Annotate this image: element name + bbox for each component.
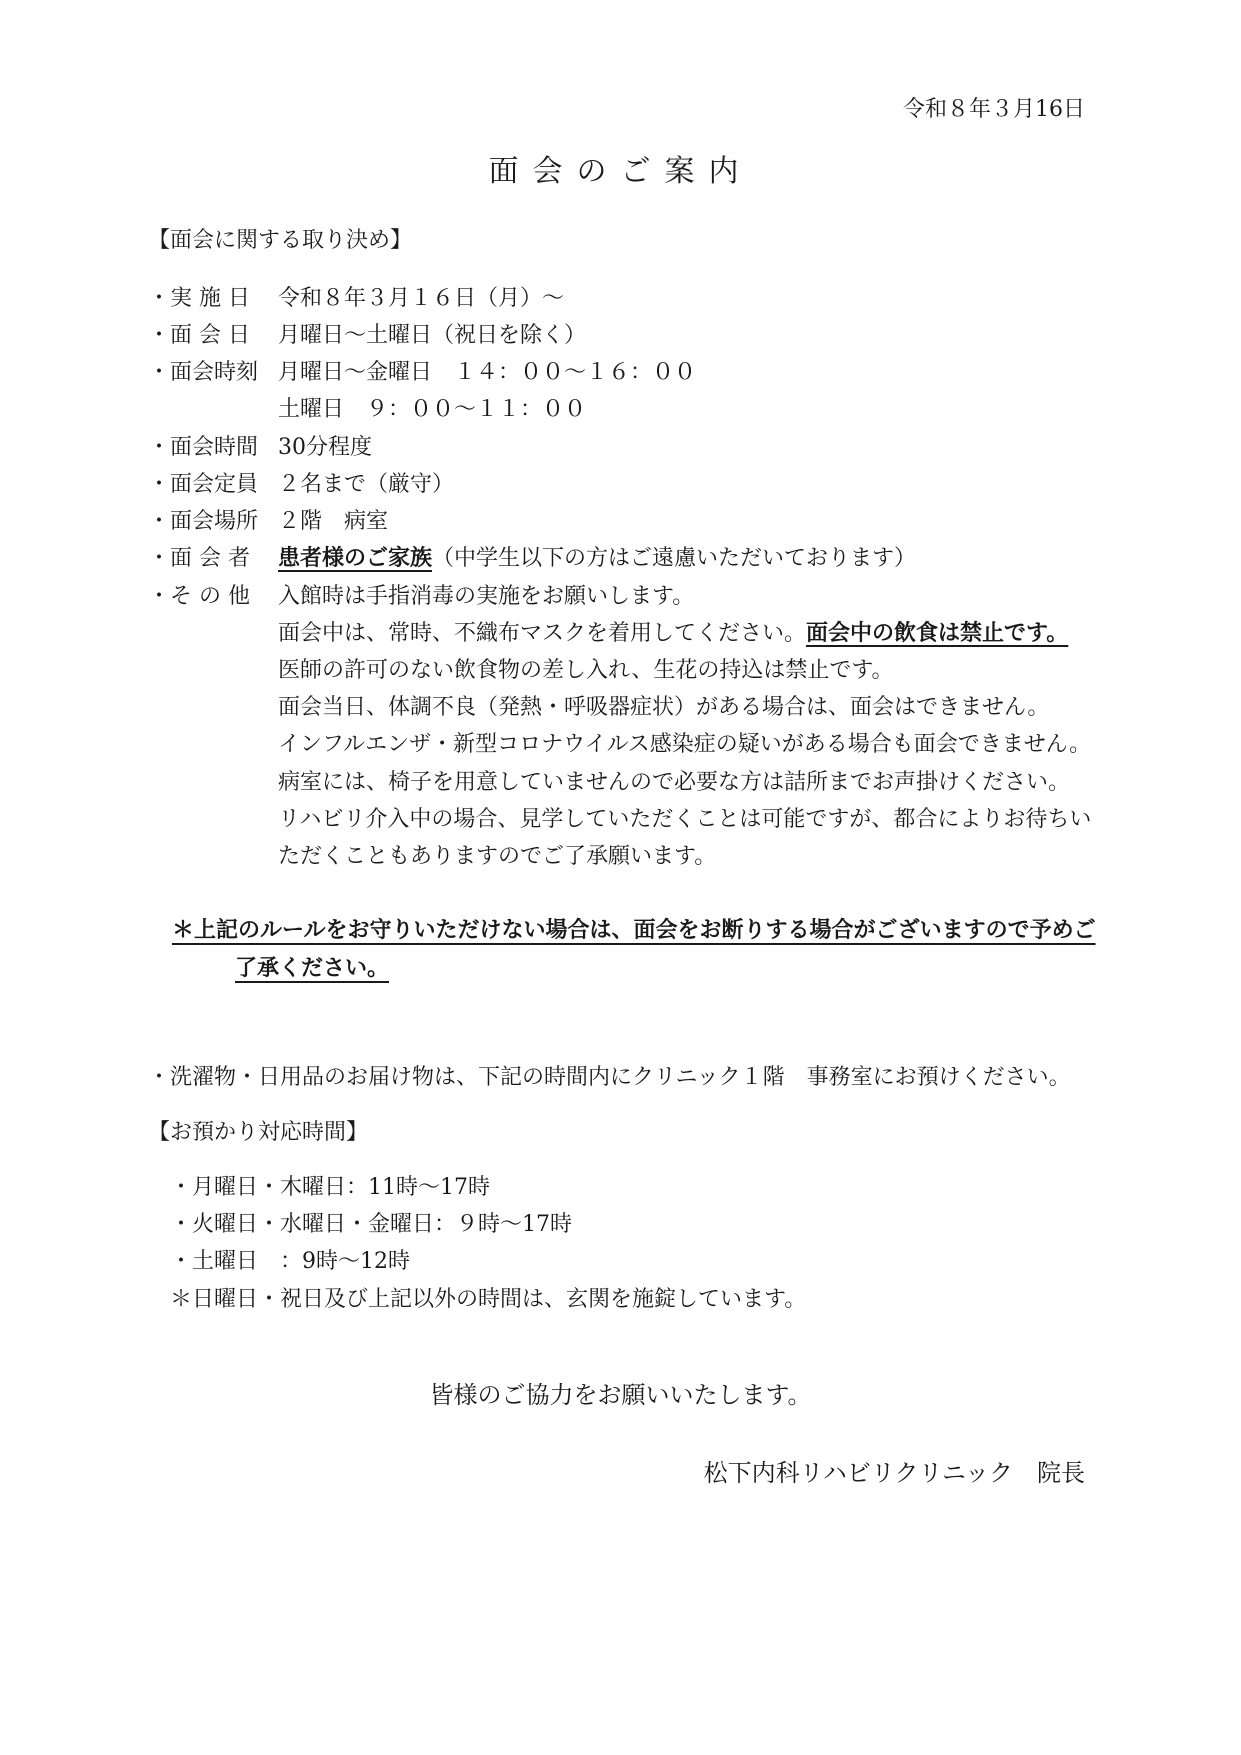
rule-value-days: 月曜日～土曜日（祝日を除く） <box>278 323 587 348</box>
rule-value-visitor <box>278 541 916 572</box>
closing-message: 皆様のご協力をお願いいたします。 <box>429 1381 812 1409</box>
other-line-1: 入館時は手指消毒の実施をお願いします。 <box>278 584 695 609</box>
no-eating-emphasis: 面会中の飲食は禁止です。 <box>806 620 1069 646</box>
other-line-4: 面会当日、体調不良（発熱・呼吸器症状）がある場合は、面会はできません。 <box>278 695 1050 720</box>
rule-label-duration: ・面会時間 <box>148 435 259 460</box>
reception-hours-item: ・火曜日・水曜日・金曜日：９時～17時 <box>170 1212 572 1237</box>
reception-hours-item: ・土曜日 ：9時～12時 <box>170 1249 410 1274</box>
rule-label-other: ・そ の 他 <box>148 584 250 609</box>
section-heading-rules: 【面会に関する取り決め】 <box>148 228 413 253</box>
rule-value-duration: 30分程度 <box>278 435 372 460</box>
laundry-note: ・洗濯物・日用品のお届け物は、下記の時間内にクリニック１階 事務室にお預けください。 <box>148 1065 1071 1090</box>
document-date: 令和８年３月16日 <box>903 97 1085 122</box>
warning-line-2: 了承ください。 <box>235 955 390 981</box>
signature: 松下内科リハビリクリニック 院長 <box>703 1459 1085 1487</box>
visitor-note: （中学生以下の方はご遠慮いただいております） <box>432 546 917 571</box>
rule-label-hours: ・面会時刻 <box>148 360 259 385</box>
visitor-emphasis: 患者様のご家族 <box>278 545 433 571</box>
warning-line-1: ＊上記のルールをお守りいただけない場合は、面会をお断りする場合がございますので予めご <box>172 917 1096 943</box>
other-line-2 <box>278 616 1068 647</box>
other-line-7: リハビリ介入中の場合、見学していただくことは可能ですが、都合によりお待ちい <box>278 807 1092 832</box>
rule-value-place: ２階 病室 <box>278 509 389 534</box>
rule-value-capacity: ２名まで（厳守） <box>278 472 455 497</box>
rule-label-days: ・面 会 日 <box>148 323 250 348</box>
rule-label-capacity: ・面会定員 <box>148 472 259 497</box>
document-title: 面会のご案内 <box>488 154 753 189</box>
reception-hours-item: ・月曜日・木曜日：11時～17時 <box>170 1175 490 1200</box>
rule-label-place: ・面会場所 <box>148 509 259 534</box>
reception-hours-note: ＊日曜日・祝日及び上記以外の時間は、玄関を施錠しています。 <box>170 1287 807 1312</box>
other-line-3: 医師の許可のない飲食物の差し入れ、生花の持込は禁止です。 <box>278 658 894 683</box>
other-line-8: ただくこともありますのでご了承願います。 <box>278 844 717 869</box>
rule-label-start: ・実 施 日 <box>148 286 250 311</box>
other-line-6: 病室には、椅子を用意していませんので必要な方は詰所までお声掛けください。 <box>278 770 1071 795</box>
other-line-5: インフルエンザ・新型コロナウイルス感染症の疑いがある場合も面会できません。 <box>278 732 1092 757</box>
section-heading-reception: 【お預かり対応時間】 <box>148 1120 369 1145</box>
rule-value-start: 令和８年３月１６日（月）～ <box>278 286 565 311</box>
rule-value-hours-saturday: 土曜日 ９：００～１１：００ <box>278 397 587 422</box>
rule-value-hours-weekday: 月曜日～金曜日 １４：００～１６：００ <box>278 360 697 385</box>
rule-label-visitor: ・面 会 者 <box>148 546 250 571</box>
mask-instruction: 面会中は、常時、不織布マスクを着用してください。 <box>278 621 807 646</box>
